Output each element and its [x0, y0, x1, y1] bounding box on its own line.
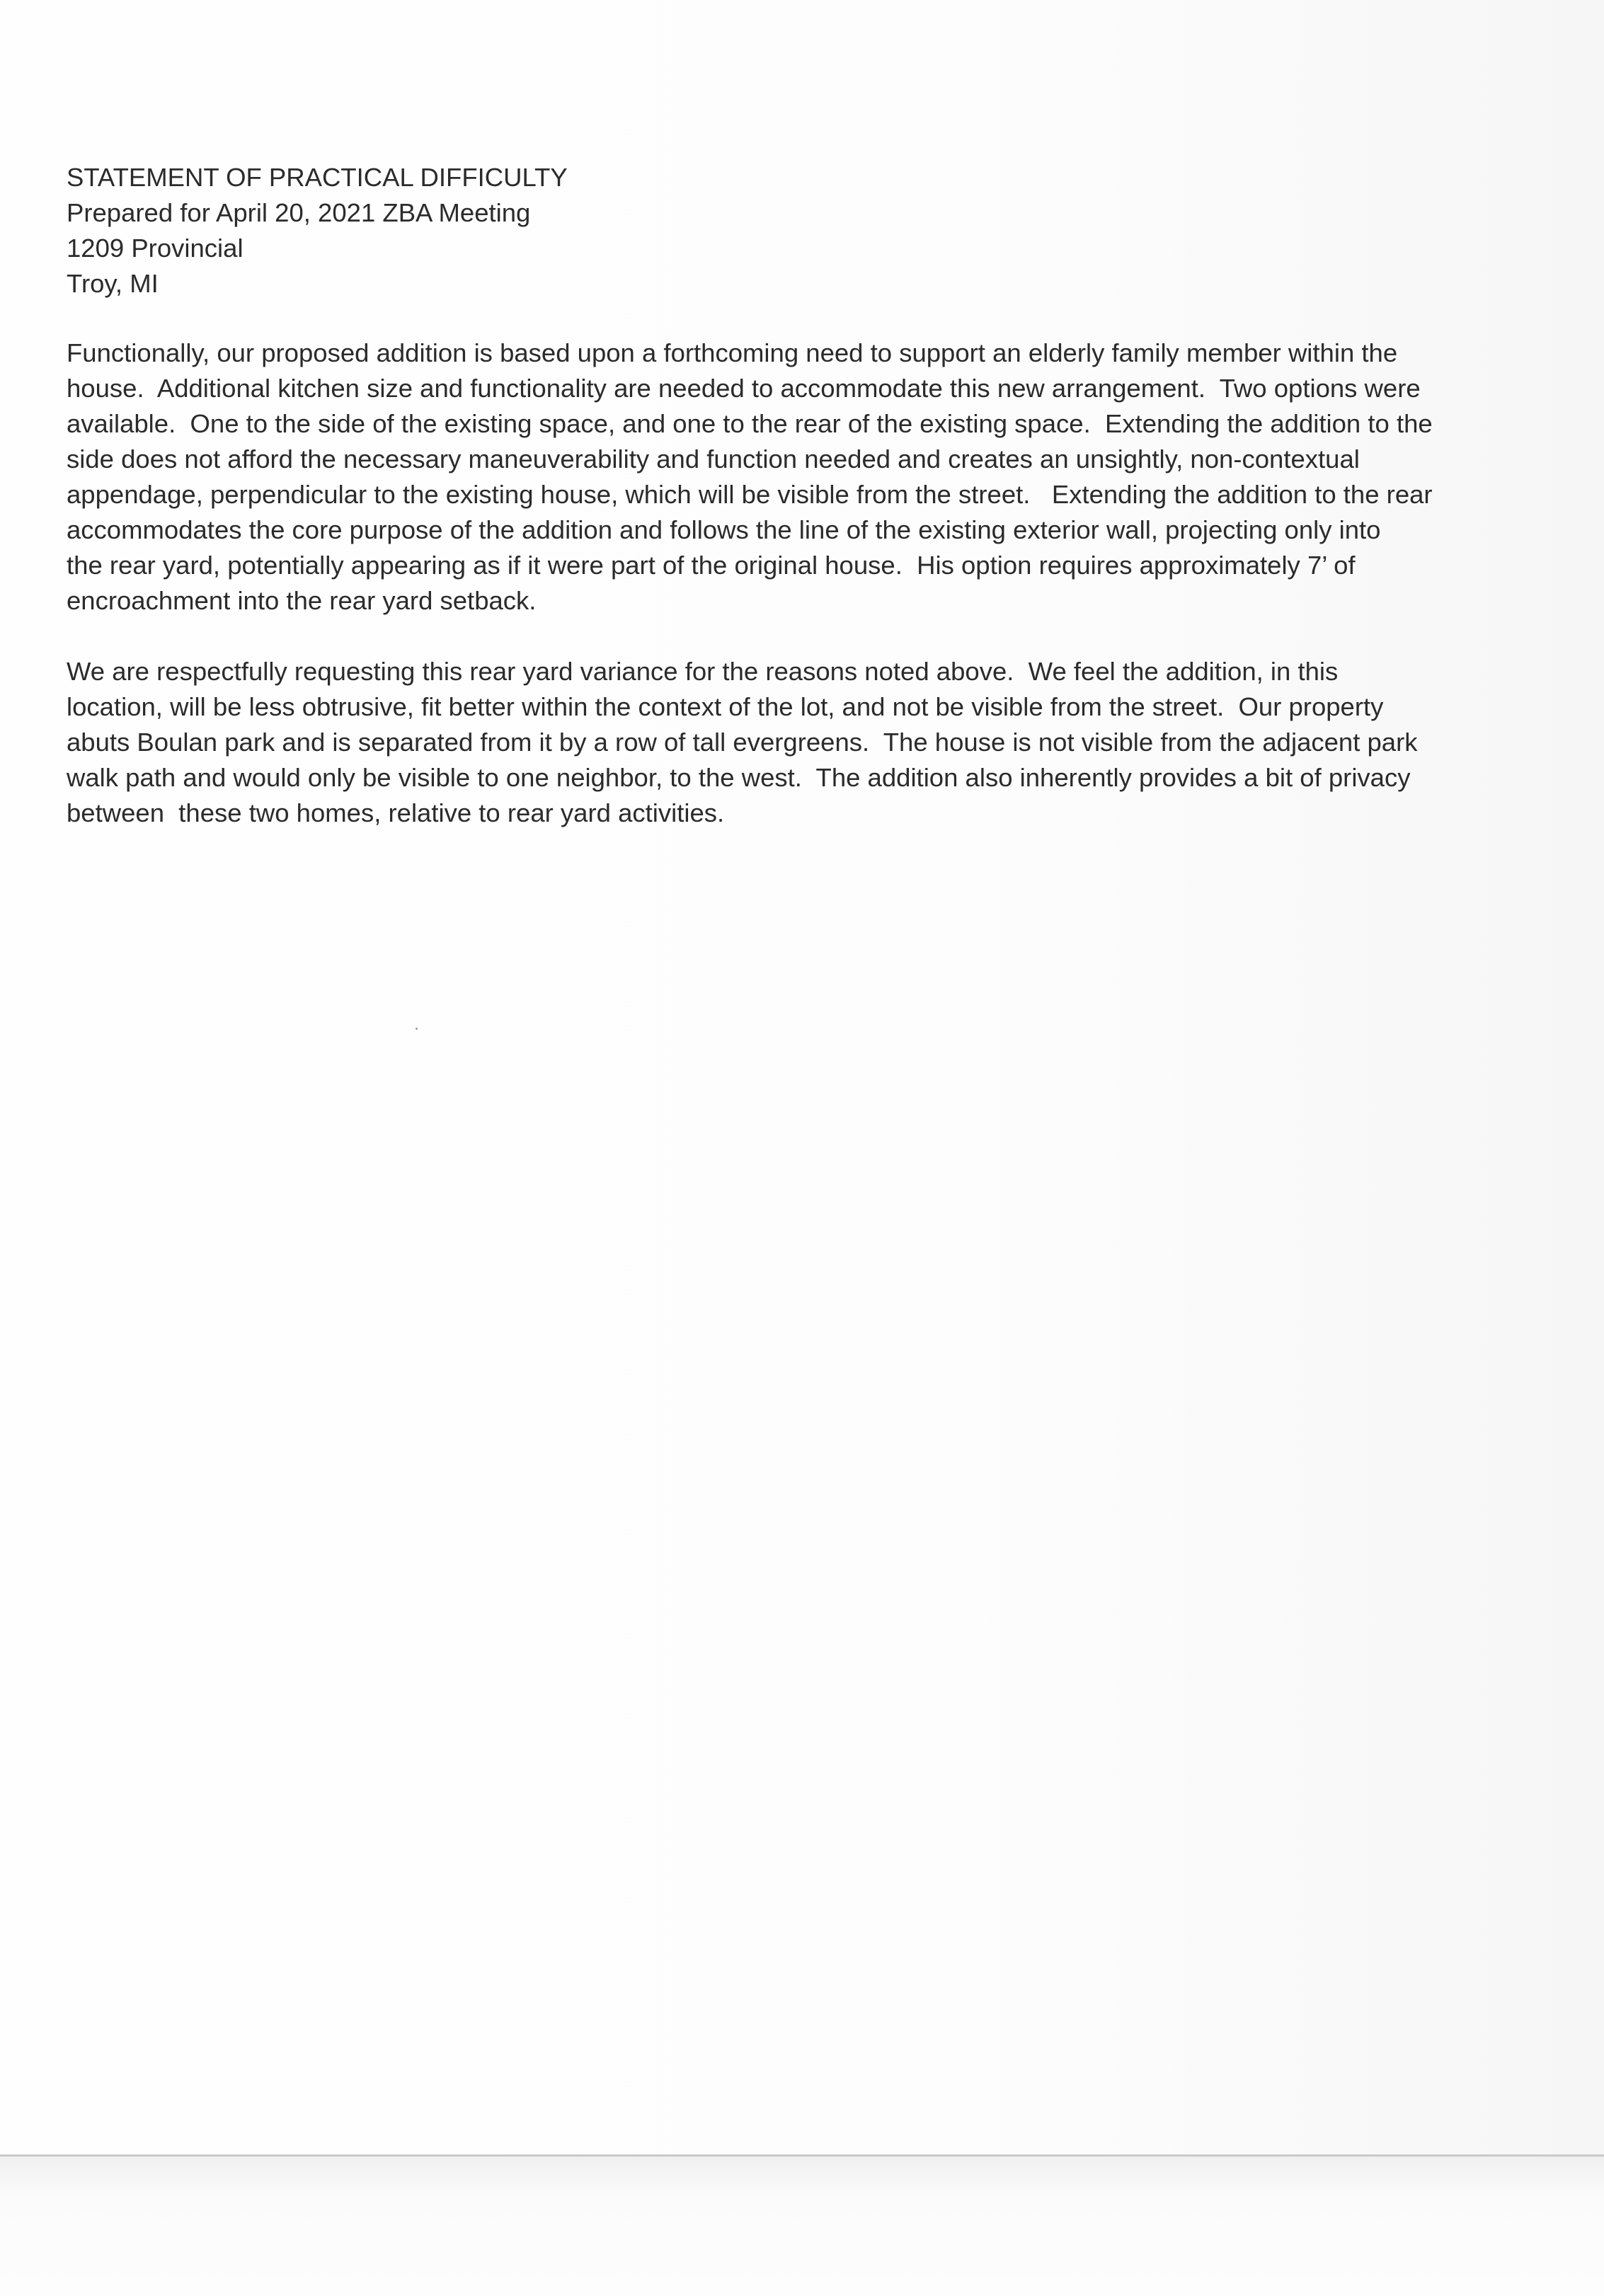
- text-line: house. Additional kitchen size and functionality are needed to accommodate this new arrangement. Two options were: [67, 374, 1421, 403]
- paragraph-variance-request: [67, 654, 1525, 831]
- letter-body: [67, 160, 1539, 866]
- text-line: We are respectfully requesting this rear yard variance for the reasons noted above. We feel the addition, in this: [67, 657, 1339, 686]
- text-line: abuts Boulan park and is separated from it by a row of tall evergreens. The house is not visible from the adjacent park: [67, 728, 1418, 757]
- text-line: appendage, perpendicular to the existing house, which will be visible from the street. Extending the addition to the rear: [67, 480, 1433, 509]
- text-line: Functionally, our proposed addition is based upon a forthcoming need to support an elderly family member within the: [67, 338, 1398, 367]
- paragraph-functional-need: [67, 335, 1525, 619]
- text-line: the rear yard, potentially appearing as if it were part of the original house. His option requires approximately 7’ of: [67, 551, 1356, 580]
- document-title: STATEMENT OF PRACTICAL DIFFICULTY: [67, 163, 568, 192]
- scan-speck: [416, 1028, 418, 1030]
- letter-header: [67, 160, 1539, 302]
- text-line: accommodates the core purpose of the addition and follows the line of the existing exterior wall, projecting only into: [67, 515, 1381, 544]
- text-line: side does not afford the necessary maneuverability and function needed and creates an unsightly, non-contextual: [67, 444, 1360, 473]
- text-line: encroachment into the rear yard setback.: [67, 586, 537, 615]
- scan-bottom-margin: [0, 2157, 1604, 2296]
- meeting-line: Prepared for April 20, 2021 ZBA Meeting: [67, 198, 531, 227]
- text-line: walk path and would only be visible to one neighbor, to the west. The addition also inherently provides a bit of privacy: [67, 763, 1411, 792]
- address-city: Troy, MI: [67, 269, 159, 298]
- text-line: available. One to the side of the existing space, and one to the rear of the existing space. Extending the addition to the: [67, 409, 1433, 438]
- address-street: 1209 Provincial: [67, 234, 244, 263]
- text-line: location, will be less obtrusive, fit better within the context of the lot, and not be visible from the street. Our property: [67, 692, 1384, 721]
- text-line: between these two homes, relative to rear yard activities.: [67, 798, 725, 827]
